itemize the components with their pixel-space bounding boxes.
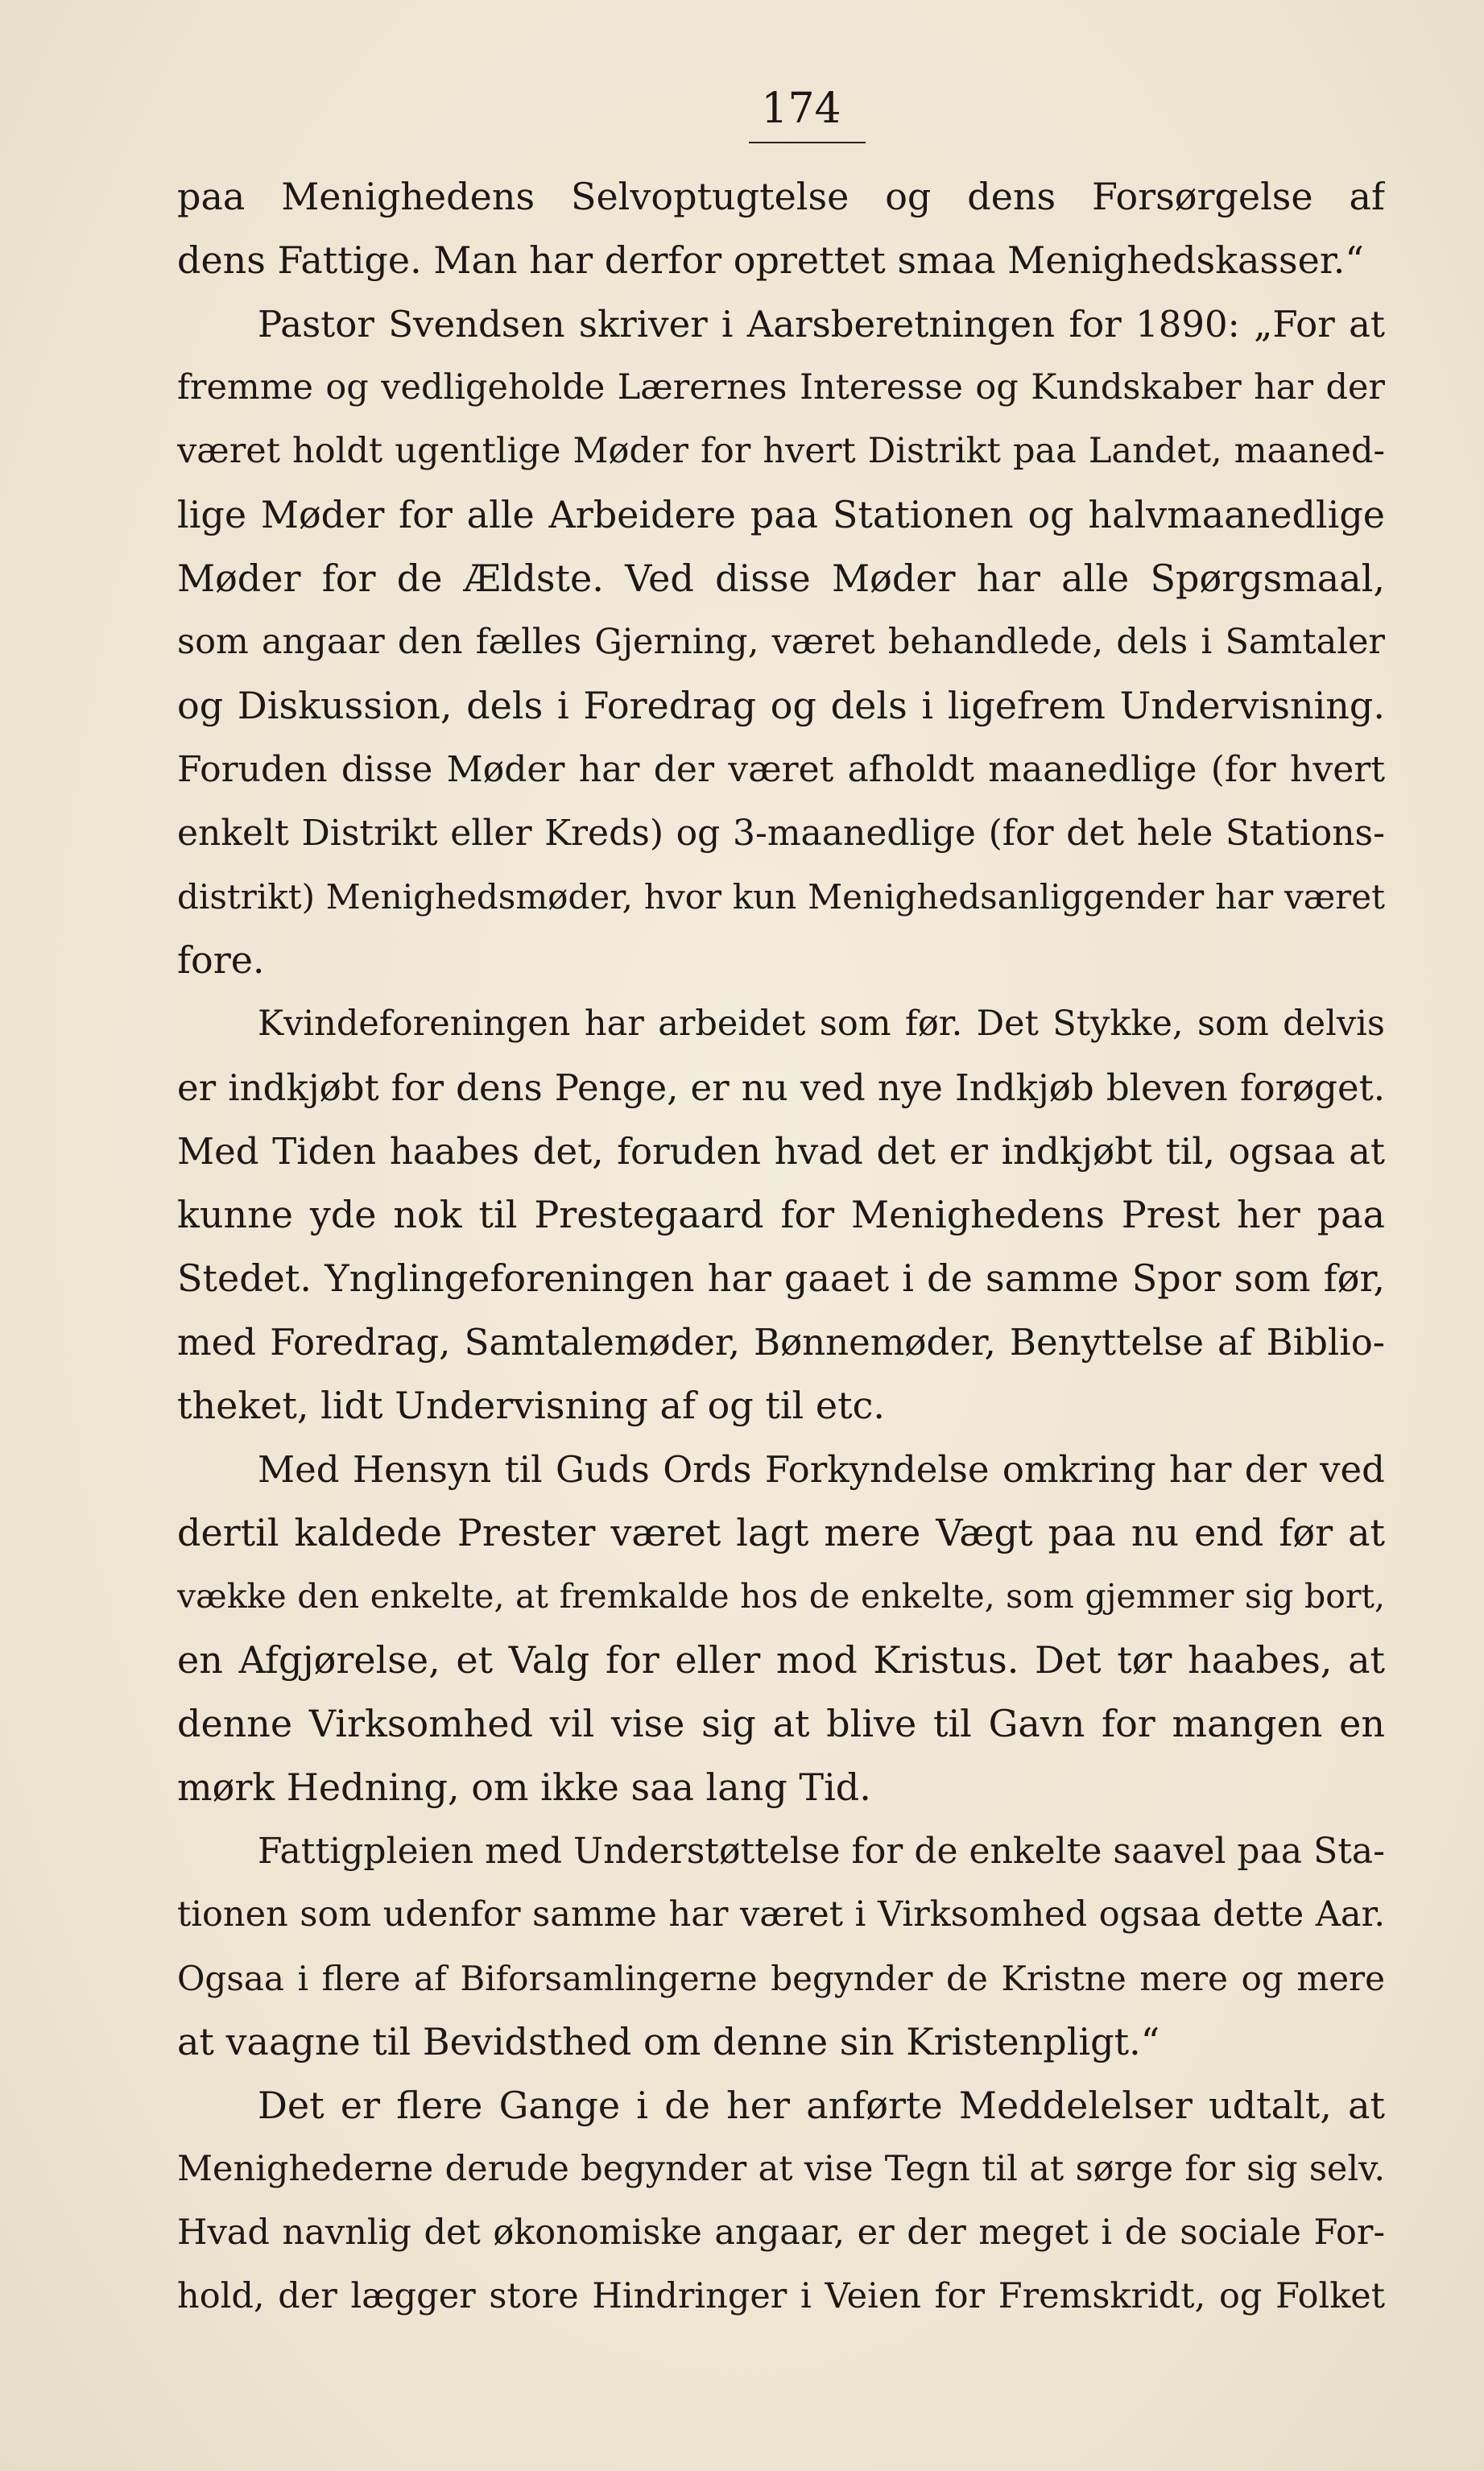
text-line: dertil kaldede Prester været lagt mere Vægt paa nu end før at — [177, 1511, 1385, 1554]
page-number: 174 — [761, 85, 841, 133]
text-line: Menighederne derude begynder at vise Tegn til at sørge for sig selv. — [177, 2149, 1385, 2189]
paragraph — [177, 992, 1385, 1438]
text-line: theket, lidt Undervisning af og til etc. — [177, 1384, 885, 1427]
text-line: været holdt ugentlige Møder for hvert Distrikt paa Landet, maaned- — [177, 431, 1385, 471]
text-line: Ogsaa i flere af Biforsamlingerne begynder de Kristne mere og mere — [177, 1959, 1385, 1998]
paragraph — [177, 165, 1385, 292]
text-line: kunne yde nok til Prestegaard for Menighedens Prest her paa — [177, 1193, 1385, 1236]
text-line: tionen som udenfor samme har været i Virksomhed ogsaa dette Aar. — [177, 1894, 1385, 1935]
text-line: dens Fattige. Man har derfor oprettet smaa Menighedskasser.“ — [177, 238, 1364, 282]
text-line: at vaagne til Bevidsthed om denne sin Kristenpligt.“ — [177, 2020, 1160, 2063]
text-line: paa Menighedens Selvoptugtelse og dens Forsørgelse af — [177, 175, 1385, 218]
text-line: Med Hensyn til Guds Ords Forkyndelse omkring har der ved — [258, 1448, 1385, 1491]
paragraph — [177, 292, 1385, 992]
paragraph — [177, 1438, 1385, 1819]
text-line: Fattigpleien med Understøttelse for de enkelte saavel paa Sta- — [258, 1831, 1385, 1872]
body-text — [177, 165, 1385, 2328]
text-line: fremme og vedligeholde Lærernes Interesse og Kundskaber har der — [177, 367, 1385, 408]
text-line: denne Virksomhed vil vise sig at blive til Gavn for mangen en — [177, 1702, 1385, 1745]
text-line: med Foredrag, Samtalemøder, Bønnemøder, Benyttelse af Biblio- — [177, 1321, 1385, 1364]
text-line: Det er flere Gange i de her anførte Meddelelser udtalt, at — [258, 2084, 1385, 2127]
page-number-rule — [749, 142, 866, 143]
text-line: og Diskussion, dels i Foredrag og dels i ligefrem Undervisning. — [177, 684, 1385, 727]
text-line: fore. — [177, 938, 265, 982]
text-line: en Afgjørelse, et Valg for eller mod Kristus. Det tør haabes, at — [177, 1638, 1385, 1682]
text-line: vække den enkelte, at fremkalde hos de enkelte, som gjemmer sig bort, — [177, 1577, 1385, 1616]
text-line: som angaar den fælles Gjerning, været behandlede, dels i Samtaler — [177, 622, 1385, 662]
paragraph — [177, 1819, 1385, 2074]
text-line: er indkjøbt for dens Penge, er nu ved nye Indkjøb bleven forøget. — [177, 1066, 1385, 1109]
text-line: Kvindeforeningen har arbeidet som før. Det Stykke, som delvis — [258, 1004, 1385, 1044]
text-line: distrikt) Menighedsmøder, hvor kun Menighedsanliggender har været — [177, 877, 1385, 917]
text-line: Foruden disse Møder har der været afholdt maanedlige (for hvert — [177, 749, 1385, 790]
text-line: lige Møder for alle Arbeidere paa Stationen og halvmaanedlige — [177, 493, 1385, 536]
text-line: Møder for de Ældste. Ved disse Møder har alle Spørgsmaal, — [177, 557, 1385, 600]
text-line: Hvad navnlig det økonomiske angaar, er der meget i de sociale For- — [177, 2212, 1385, 2253]
text-line: Stedet. Ynglingeforeningen har gaaet i de samme Spor som før, — [177, 1256, 1385, 1300]
text-line: mørk Hedning, om ikke saa lang Tid. — [177, 1765, 871, 1809]
paragraph — [177, 2074, 1385, 2328]
text-line: hold, der lægger store Hindringer i Veien for Fremskridt, og Folket — [177, 2276, 1385, 2316]
text-line: enkelt Distrikt eller Kreds) og 3-maanedlige (for det hele Stations- — [177, 813, 1385, 854]
text-line: Pastor Svendsen skriver i Aarsberetningen for 1890: „For at — [258, 303, 1385, 346]
text-line: Med Tiden haabes det, foruden hvad det er indkjøbt til, ogsaa at — [177, 1130, 1385, 1173]
